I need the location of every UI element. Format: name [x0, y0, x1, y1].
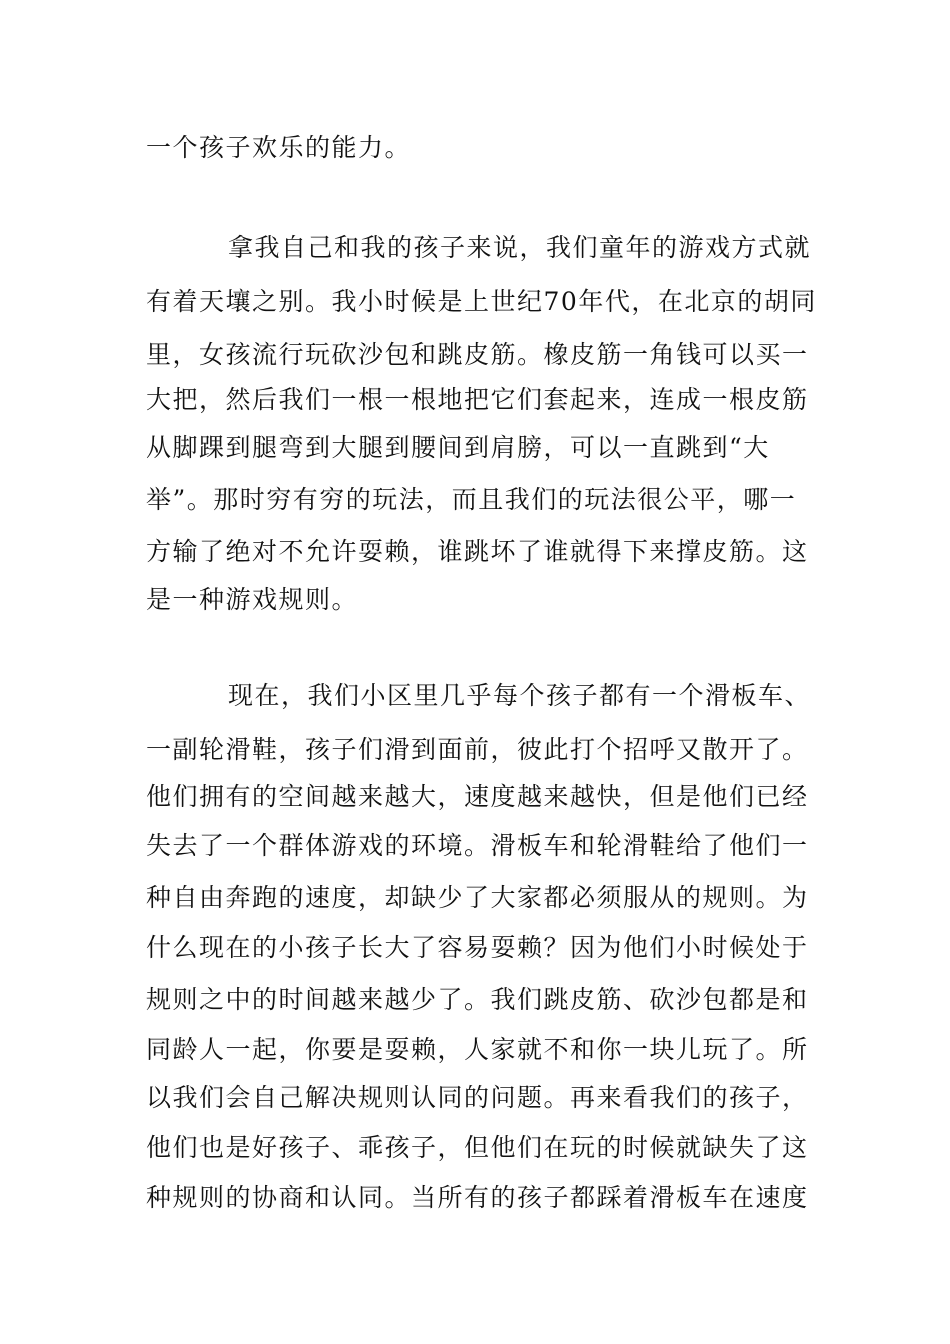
paragraph-3-line-3: 他们拥有的空间越来越大，速度越来越快，但是他们已经: [146, 782, 809, 811]
paragraph-2-line-8: 是一种游戏规则。: [146, 585, 359, 614]
paragraph-3-line-8: 同龄人一起，你要是耍赖，人家就不和你一块儿玩了。所: [146, 1035, 809, 1064]
paragraph-3-line-1: 现在，我们小区里几乎每个孩子都有一个滑板车、: [228, 681, 812, 710]
paragraph-3-line-4: 失去了一个群体游戏的环境。滑板车和轮滑鞋给了他们一: [146, 831, 809, 860]
paragraph-3-line-9: 以我们会自己解决规则认同的问题。再来看我们的孩子，: [146, 1083, 809, 1112]
paragraph-1-line-1: 一个孩子欢乐的能力。: [146, 133, 412, 162]
paragraph-3-line-11: 种规则的协商和认同。当所有的孩子都踩着滑板车在速度: [146, 1183, 809, 1212]
paragraph-2-line-4: 大把，然后我们一根一根地把它们套起来，连成一根皮筋: [146, 385, 809, 414]
paragraph-3-line-5: 种自由奔跑的速度，却缺少了大家都必须服从的规则。为: [146, 883, 809, 912]
paragraph-3-line-6: 什么现在的小孩子长大了容易耍赖？因为他们小时候处于: [146, 933, 809, 962]
paragraph-2-line-1: 拿我自己和我的孩子来说，我们童年的游戏方式就: [228, 233, 812, 262]
paragraph-2-line-5: 从脚踝到腿弯到大腿到腰间到肩膀，可以一直跳到“大: [146, 433, 770, 462]
paragraph-2-line-7: 方输了绝对不允许耍赖，谁跳坏了谁就得下来撑皮筋。这: [146, 537, 809, 566]
paragraph-3-line-10: 他们也是好孩子、乖孩子，但他们在玩的时候就缺失了这: [146, 1133, 809, 1162]
paragraph-3-line-7: 规则之中的时间越来越少了。我们跳皮筋、砍沙包都是和: [146, 985, 809, 1014]
paragraph-2-line-3: 里，女孩流行玩砍沙包和跳皮筋。橡皮筋一角钱可以买一: [146, 340, 809, 369]
paragraph-2-line-2: 有着天壤之别。我小时候是上世纪70年代，在北京的胡同: [146, 287, 817, 316]
paragraph-3-line-2: 一副轮滑鞋，孩子们滑到面前，彼此打个招呼又散开了。: [146, 735, 809, 764]
paragraph-2-line-6: 举”。那时穷有穷的玩法，而且我们的玩法很公平，哪一: [146, 485, 797, 514]
